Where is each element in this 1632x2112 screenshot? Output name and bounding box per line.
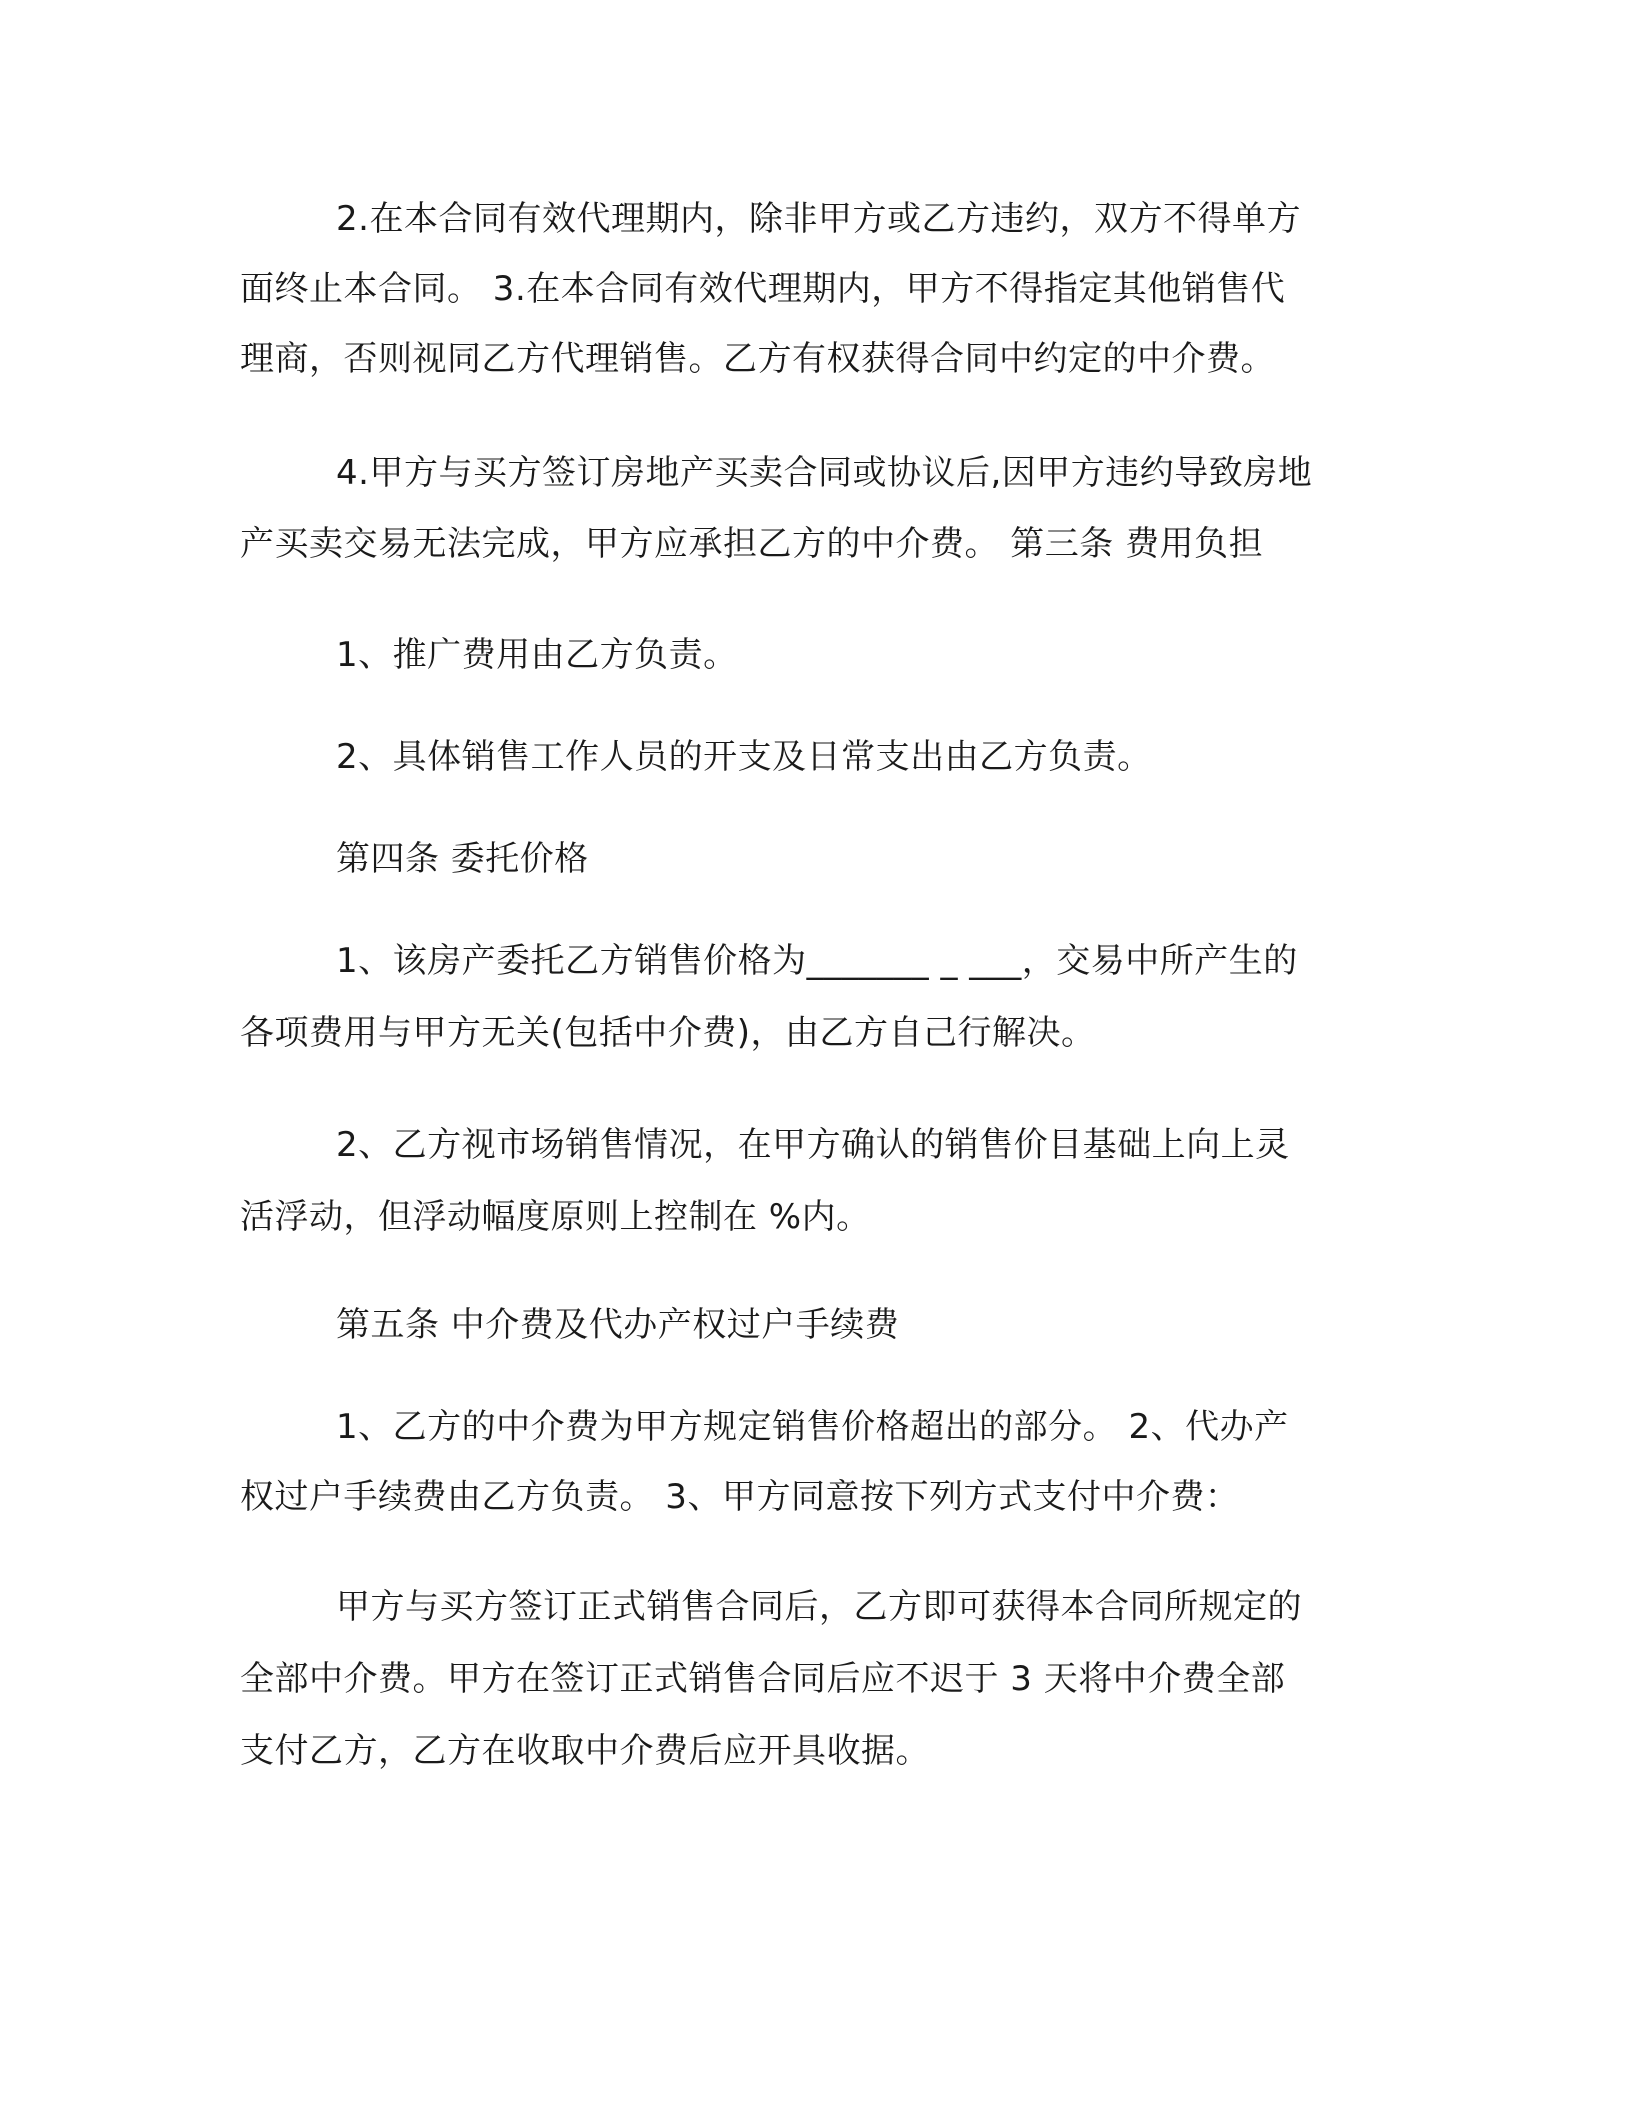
paragraph-2-line-1: 4.甲方与买方签订房地产买卖合同或协议后,因甲方违约导致房地: [336, 453, 1313, 493]
paragraph-3-line-1: 1、推广费用由乙方负责。: [336, 635, 738, 675]
paragraph-10-line-2: 全部中介费。甲方在签订正式销售合同后应不迟于 3 天将中介费全部: [240, 1659, 1286, 1699]
section-heading-4: 第四条 委托价格: [336, 839, 589, 879]
paragraph-7-line-2: 活浮动，但浮动幅度原则上控制在 %内。: [240, 1197, 871, 1237]
paragraph-4-line-1: 2、具体销售工作人员的开支及日常支出由乙方负责。: [336, 737, 1152, 777]
paragraph-7-line-1: 2、乙方视市场销售情况，在甲方确认的销售价目基础上向上灵: [336, 1125, 1290, 1165]
paragraph-9-line-2: 权过户手续费由乙方负责。 3、甲方同意按下列方式支付中介费：: [240, 1477, 1240, 1517]
section-heading-5: 第五条 中介费及代办产权过户手续费: [336, 1305, 900, 1345]
paragraph-10-line-3: 支付乙方，乙方在收取中介费后应开具收据。: [240, 1731, 930, 1771]
paragraph-1-line-3: 理商，否则视同乙方代理销售。乙方有权获得合同中约定的中介费。: [240, 339, 1275, 379]
paragraph-2-line-2: 产买卖交易无法完成，甲方应承担乙方的中介费。 第三条 费用负担: [240, 524, 1264, 564]
paragraph-1-line-1: 2.在本合同有效代理期内，除非甲方或乙方违约，双方不得单方: [336, 199, 1301, 239]
paragraph-6-line-1: 1、该房产委托乙方销售价格为_______ _ ___，交易中所产生的: [336, 941, 1298, 981]
paragraph-9-line-1: 1、乙方的中介费为甲方规定销售价格超出的部分。 2、代办产: [336, 1407, 1289, 1447]
paragraph-10-line-1: 甲方与买方签订正式销售合同后，乙方即可获得本合同所规定的: [336, 1587, 1302, 1627]
paragraph-1-line-2: 面终止本合同。 3.在本合同有效代理期内，甲方不得指定其他销售代: [240, 269, 1286, 309]
paragraph-6-line-2: 各项费用与甲方无关(包括中介费)，由乙方自己行解决。: [240, 1013, 1096, 1053]
